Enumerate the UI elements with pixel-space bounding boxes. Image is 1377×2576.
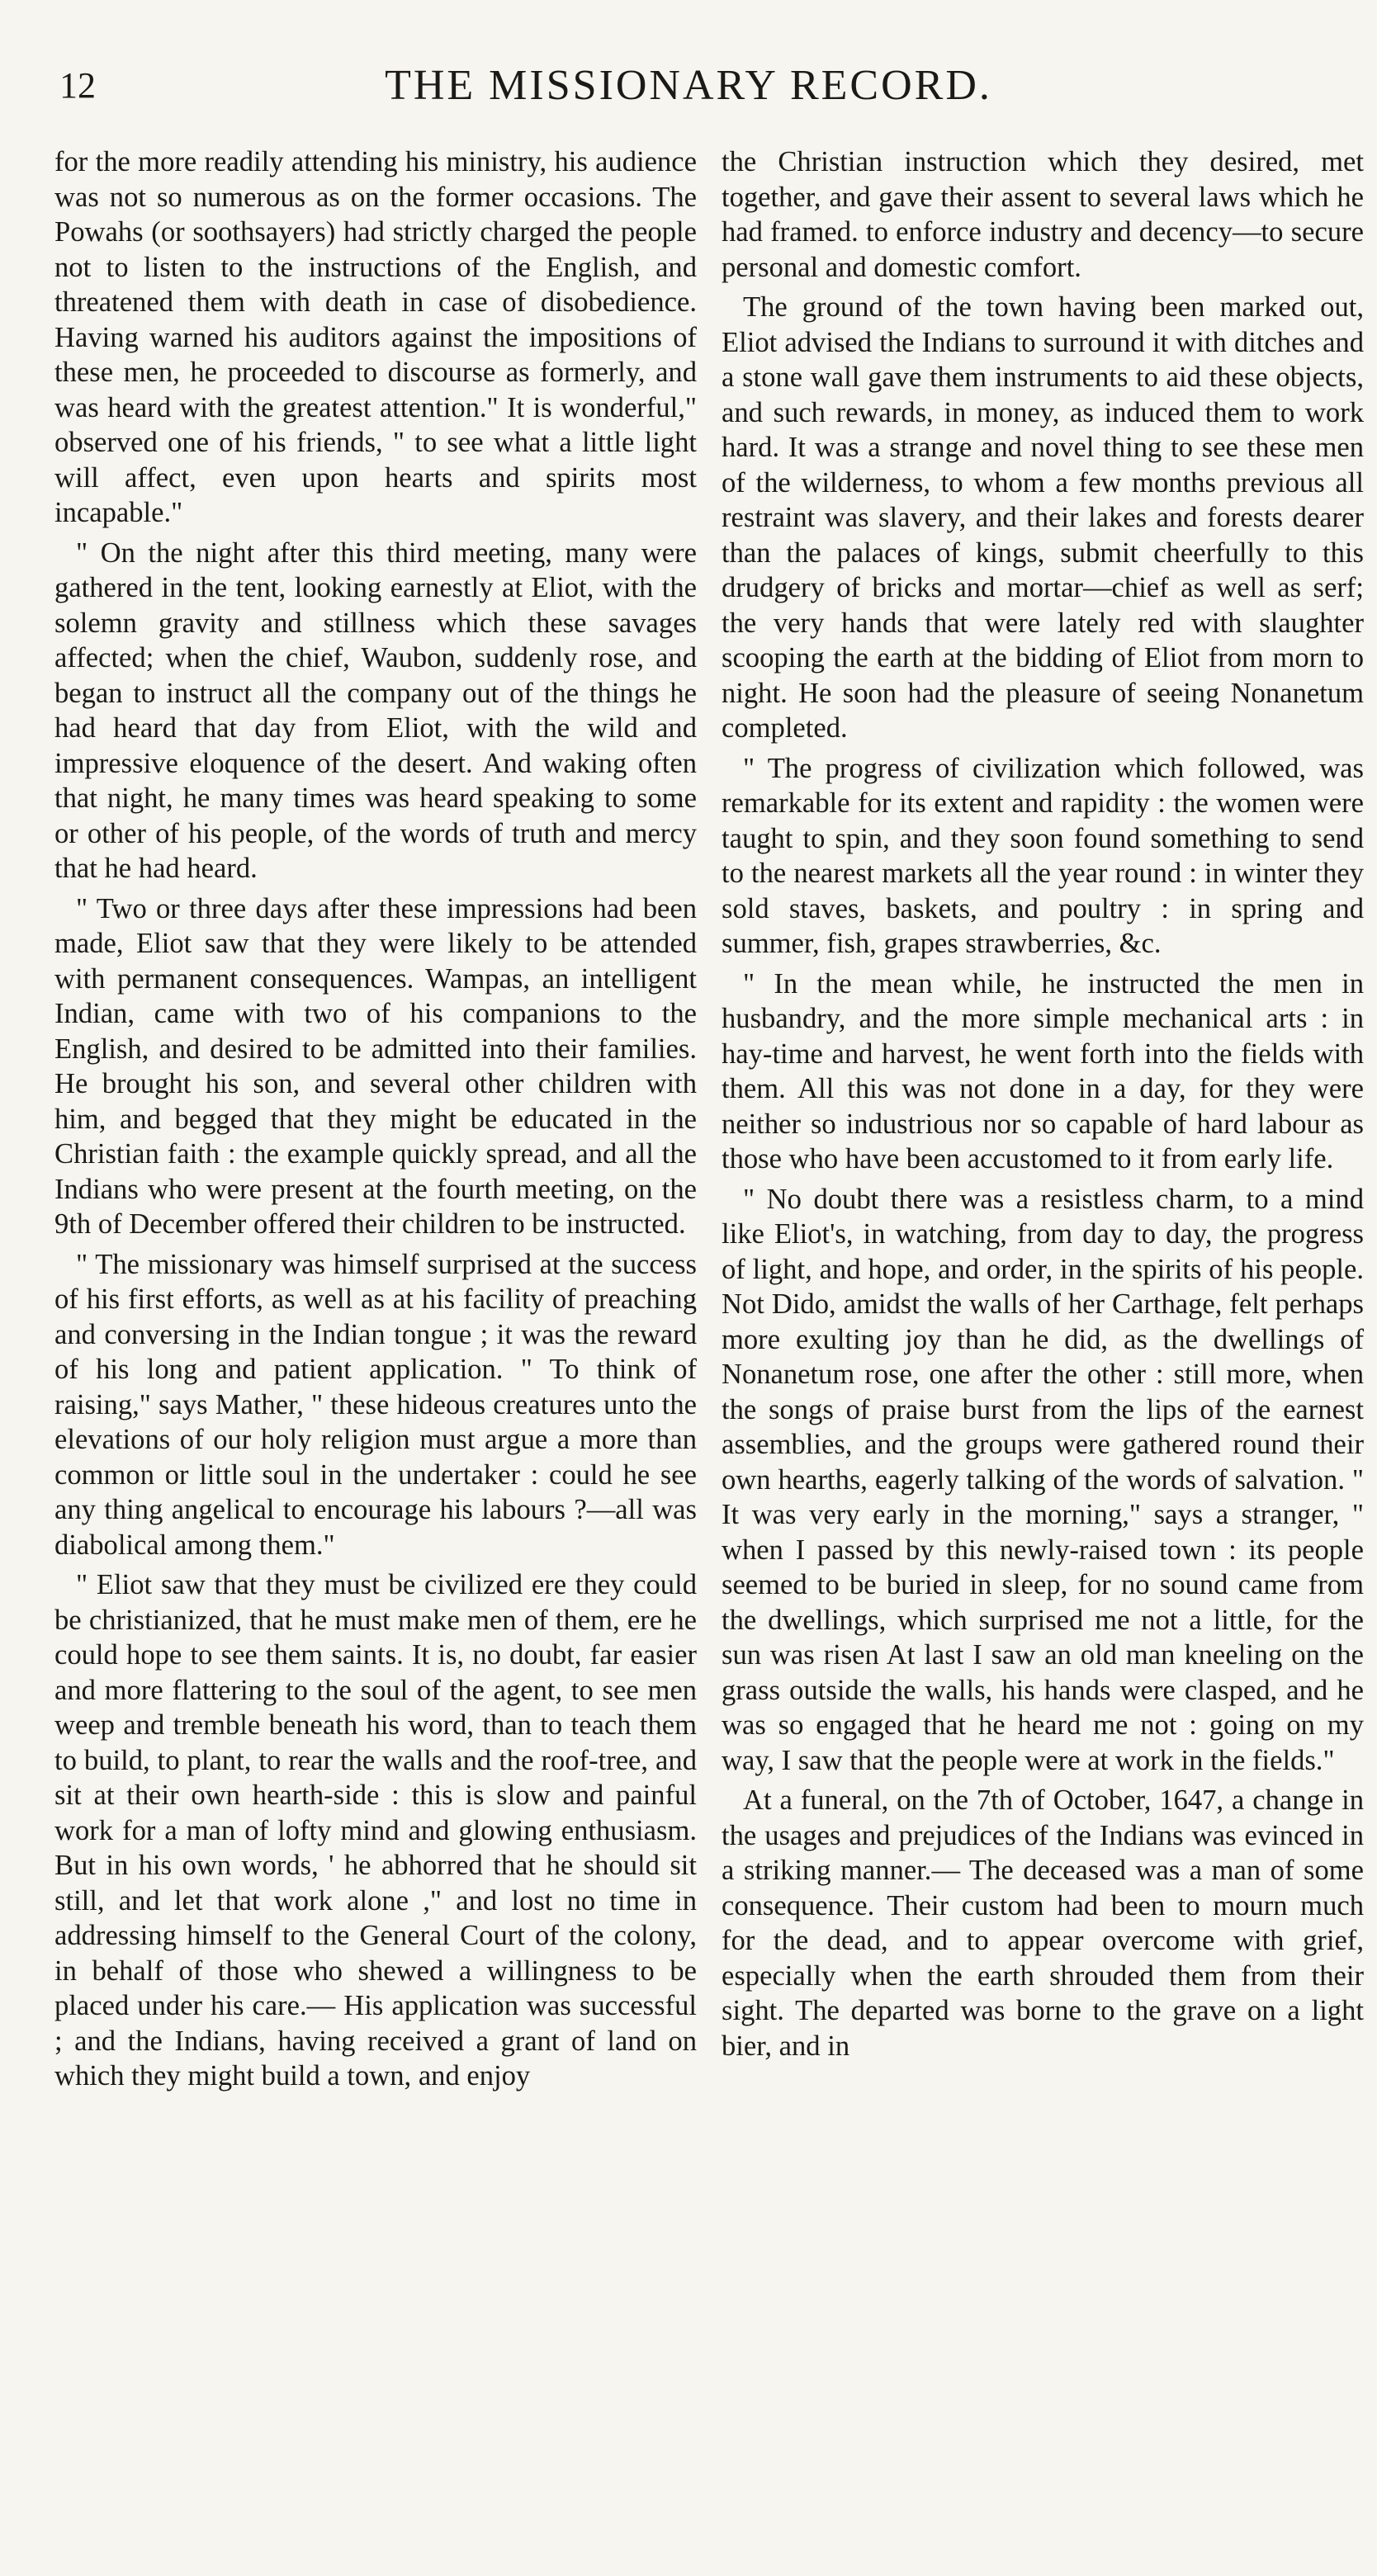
running-title: THE MISSIONARY RECORD.	[385, 62, 992, 109]
paragraph: " No doubt there was a resistless charm, to a mind like Eliot's, in watching, from day to day, the progress of light, and hope, and order, in the spirits of his people. Not Dido, amidst the walls of her Carthage, felt perhaps more exulting joy than he did, as the dwellings of Nonanetum rose, one after the other : still more, when the songs of praise burst from the lips of the earnest assemblies, and the groups were gathered round their own hearths, eagerly talking of the words of salvation. " It was very early in the morning," says a stranger, " when I passed by this newly-raised town : its people seemed to be buried in sleep, for no sound came from the dwellings, which surprised me not a little, for the sun was risen At last I saw an old man kneeling on the grass outside the walls, his hands were clasped, and he was so engaged that he heard me not : going on my way, I saw that the people were at work in the fields."	[722, 1183, 1364, 1776]
paragraph: The ground of the town having been marked out, Eliot advised the Indians to surround it with ditches and a stone wall gave them instruments to aid these objects, and such rewards, in money, as induced them to work hard. It was a strange and novel thing to see these men of the wilderness, to whom a few months previous all restraint was slavery, and their lakes and forests dearer than the palaces of kings, submit cheerfully to this drudgery of bricks and mortar—chief as well as serf; the very hands that were lately red with slaughter scooping the earth at the bidding of Eliot from morn to night. He soon had the pleasure of seeing Nonanetum completed.	[722, 291, 1364, 744]
left-column	[54, 144, 697, 2099]
page-header	[50, 58, 1327, 116]
paragraph: " Two or three days after these impressions had been made, Eliot saw that they were likely to be attended with permanent consequences. Wampas, an intelligent Indian, came with two of his companions to the English, and desired to be admitted into their families. He brought his son, and several other children with him, and begged that they might be educated in the Christian faith : the example quickly spread, and all the Indians who were present at the fourth meeting, on the 9th of December offered their children to be instructed.	[54, 892, 697, 1240]
paragraph: " The missionary was himself surprised at the success of his first efforts, as well as at his facility of preaching and conversing in the Indian tongue ; it was the reward of his long and patient application. " To think of raising," says Mather, " these hideous creatures unto the elevations of our holy religion must argue a more than common or little soul in the undertaker : could he see any thing angelical to encourage his labours ?—all was diabolical among them."	[54, 1248, 697, 1561]
right-column	[722, 144, 1364, 2068]
paragraph: for the more readily attending his ministry, his audience was not so numerous as on the former occasions. The Powahs (or soothsayers) had strictly charged the people not to listen to the instructions of the English, and threatened them with death in case of disobedience. Having warned his auditors against the impositions of these men, he proceeded to discourse as formerly, and was heard with the greatest attention." It is wonderful," observed one of his friends, " to see what a little light will affect, even upon hearts and spirits most incapable."	[54, 146, 697, 528]
paragraph: " The progress of civilization which followed, was remarkable for its extent and rapidity : the women were taught to spin, and they soon found something to send to the nearest markets all the year round : in winter they sold staves, baskets, and poultry : in spring and summer, fish, grapes strawberries, &c.	[722, 752, 1364, 959]
paragraph: the Christian instruction which they desired, met together, and gave their assent to several laws which he had framed. to enforce industry and decency—to secure personal and domestic comfort.	[722, 146, 1364, 283]
paragraph: " Eliot saw that they must be civilized ere they could be christianized, that he must make men of them, ere he could hope to see them saints. It is, no doubt, far easier and more flattering to the soul of the agent, to see men weep and tremble beneath his word, than to teach them to build, to plant, to rear the walls and the roof-tree, and sit at their own hearth-side : this is slow and painful work for a man of lofty mind and glowing enthusiasm. But in his own words, ' he abhorred that he should sit still, and let that work alone ," and lost no time in addressing himself to the General Court of the colony, in behalf of those who shewed a willingness to be placed under his care.— His application was successful ; and the Indians, having received a grant of land on which they might build a town, and enjoy	[54, 1569, 697, 2092]
page-number: 12	[59, 65, 96, 106]
paragraph: " In the mean while, he instructed the men in husbandry, and the more simple mechanical arts : in hay-time and harvest, he went forth into the fields with them. All this was not done in a day, for they were neither so industrious nor so capable of hard labour as those who have been accustomed to it from early life.	[722, 967, 1364, 1175]
paragraph: " On the night after this third meeting, many were gathered in the tent, looking earnestly at Eliot, with the solemn gravity and stillness which these savages affected; when the chief, Waubon, suddenly rose, and began to instruct all the company out of the things he had heard that day from Eliot, with the wild and impressive eloquence of the desert. And waking often that night, he many times was heard speaking to some or other of his people, of the words of truth and mercy that he had heard.	[54, 536, 697, 884]
paragraph: At a funeral, on the 7th of October, 1647, a change in the usages and prejudices of the Indians was evinced in a striking manner.— The deceased was a man of some consequence. Their custom had been to mourn much for the dead, and to appear overcome with grief, especially when the earth shrouded them from their sight. The departed was borne to the grave on a light bier, and in	[722, 1784, 1364, 2062]
